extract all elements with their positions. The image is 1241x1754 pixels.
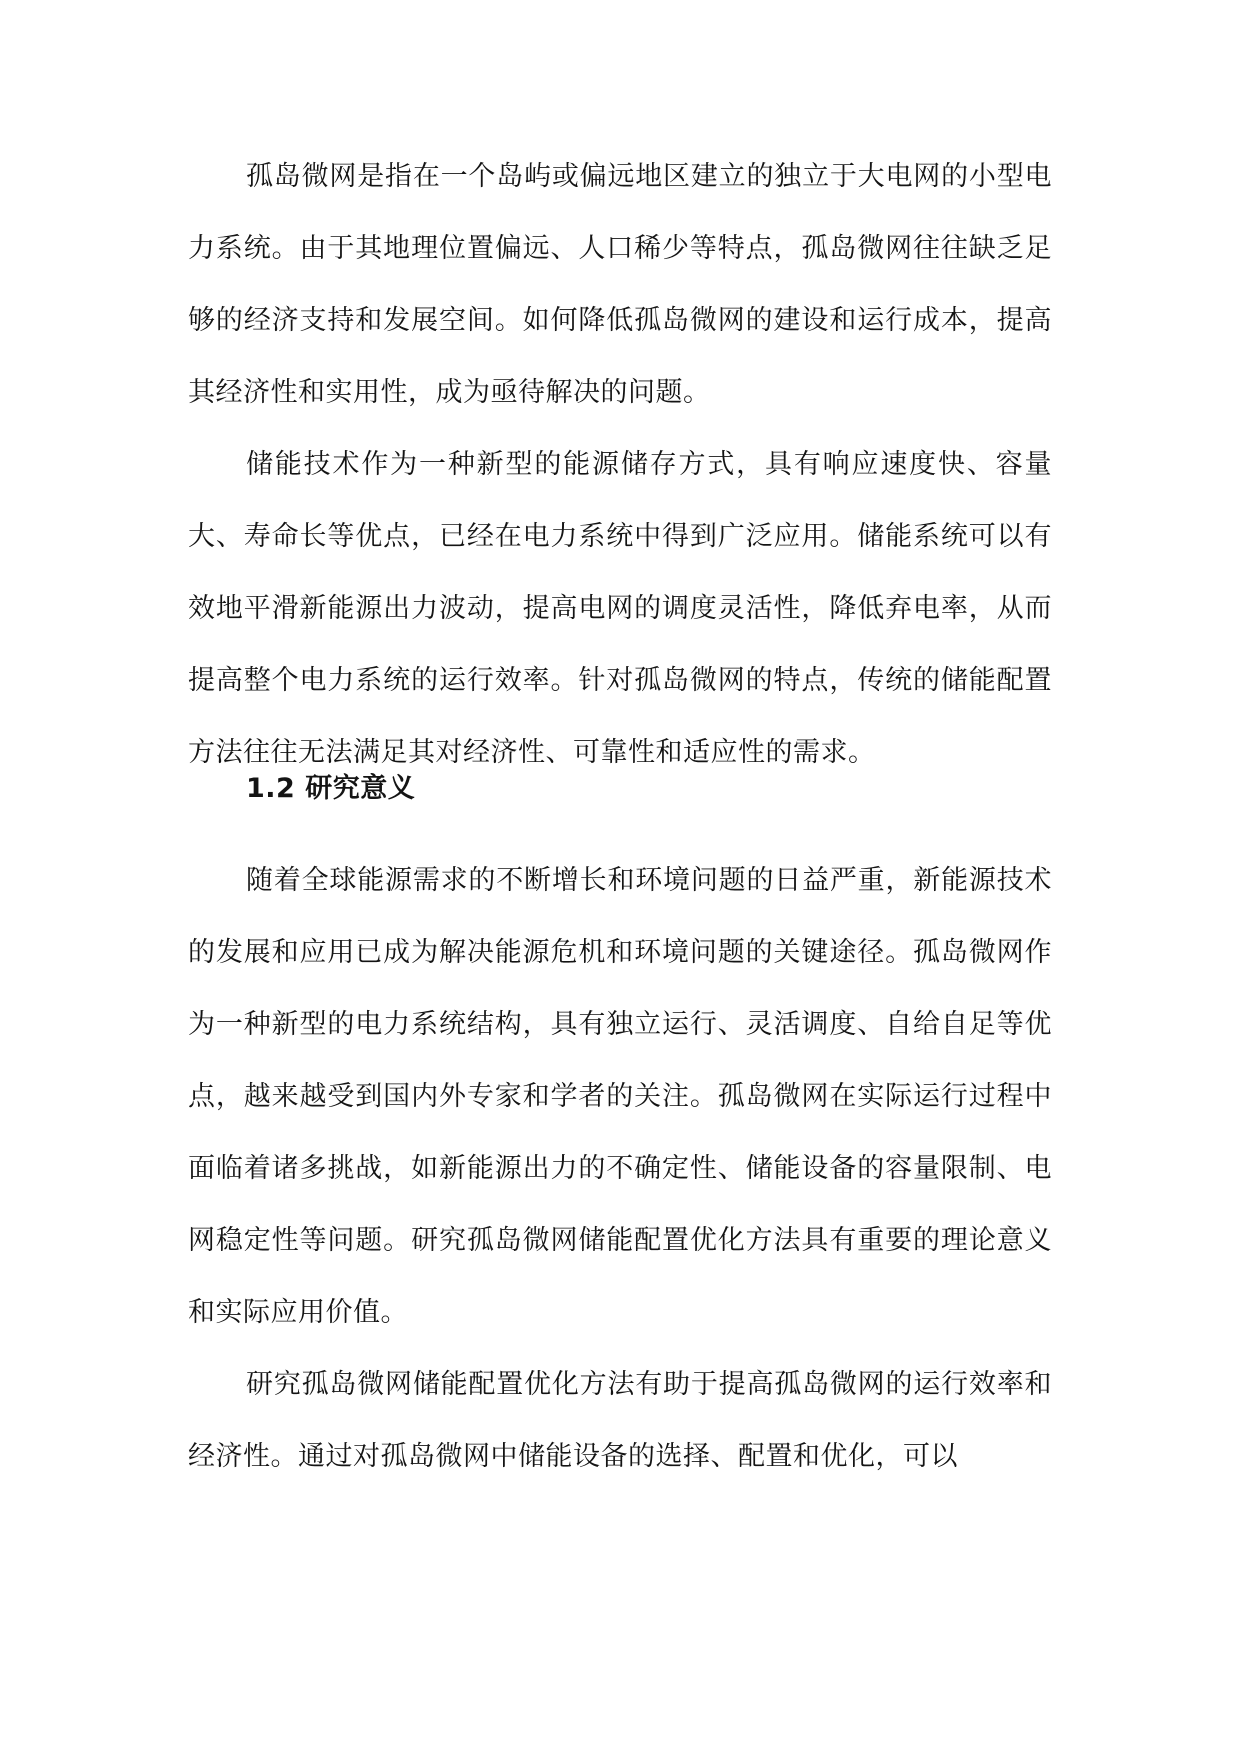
paragraph-efficiency-economy: 研究孤岛微网储能配置优化方法有助于提高孤岛微网的运行效率和经济性。通过对孤岛微网中储能设备的选择、配置和优化，可以 [188, 1369, 1052, 1472]
paragraph-energy-storage-technology: 储能技术作为一种新型的能源储存方式，具有响应速度快、容量大、寿命长等优点，已经在电力系统中得到广泛应用。储能系统可以有效地平滑新能源出力波动，提高电网的调度灵活性，降低弃电率，从而提高整个电力系统的运行效率。针对孤岛微网的特点，传统的储能配置方法往往无法满足其对经济性、可靠性和适应性的需求。 [188, 449, 1052, 768]
paragraph-research-significance: 随着全球能源需求的不断增长和环境问题的日益严重，新能源技术的发展和应用已成为解决能源危机和环境问题的关键途径。孤岛微网作为一种新型的电力系统结构，具有独立运行、灵活调度、自给自足等优点，越来越受到国内外专家和学者的关注。孤岛微网在实际运行过程中面临着诸多挑战，如新能源出力的不确定性、储能设备的容量限制、电网稳定性等问题。研究孤岛微网储能配置优化方法具有重要的理论意义和实际应用价值。 [188, 865, 1052, 1328]
body-text-upper [188, 141, 1052, 789]
section-heading: 1.2 研究意义 [246, 773, 416, 804]
paragraph-island-microgrid-definition: 孤岛微网是指在一个岛屿或偏远地区建立的独立于大电网的小型电力系统。由于其地理位置偏远、人口稀少等特点，孤岛微网往往缺乏足够的经济支持和发展空间。如何降低孤岛微网的建设和运行成本，提高其经济性和实用性，成为亟待解决的问题。 [188, 161, 1052, 408]
body-text-lower [188, 845, 1052, 1493]
section-1-2 [188, 753, 1052, 825]
